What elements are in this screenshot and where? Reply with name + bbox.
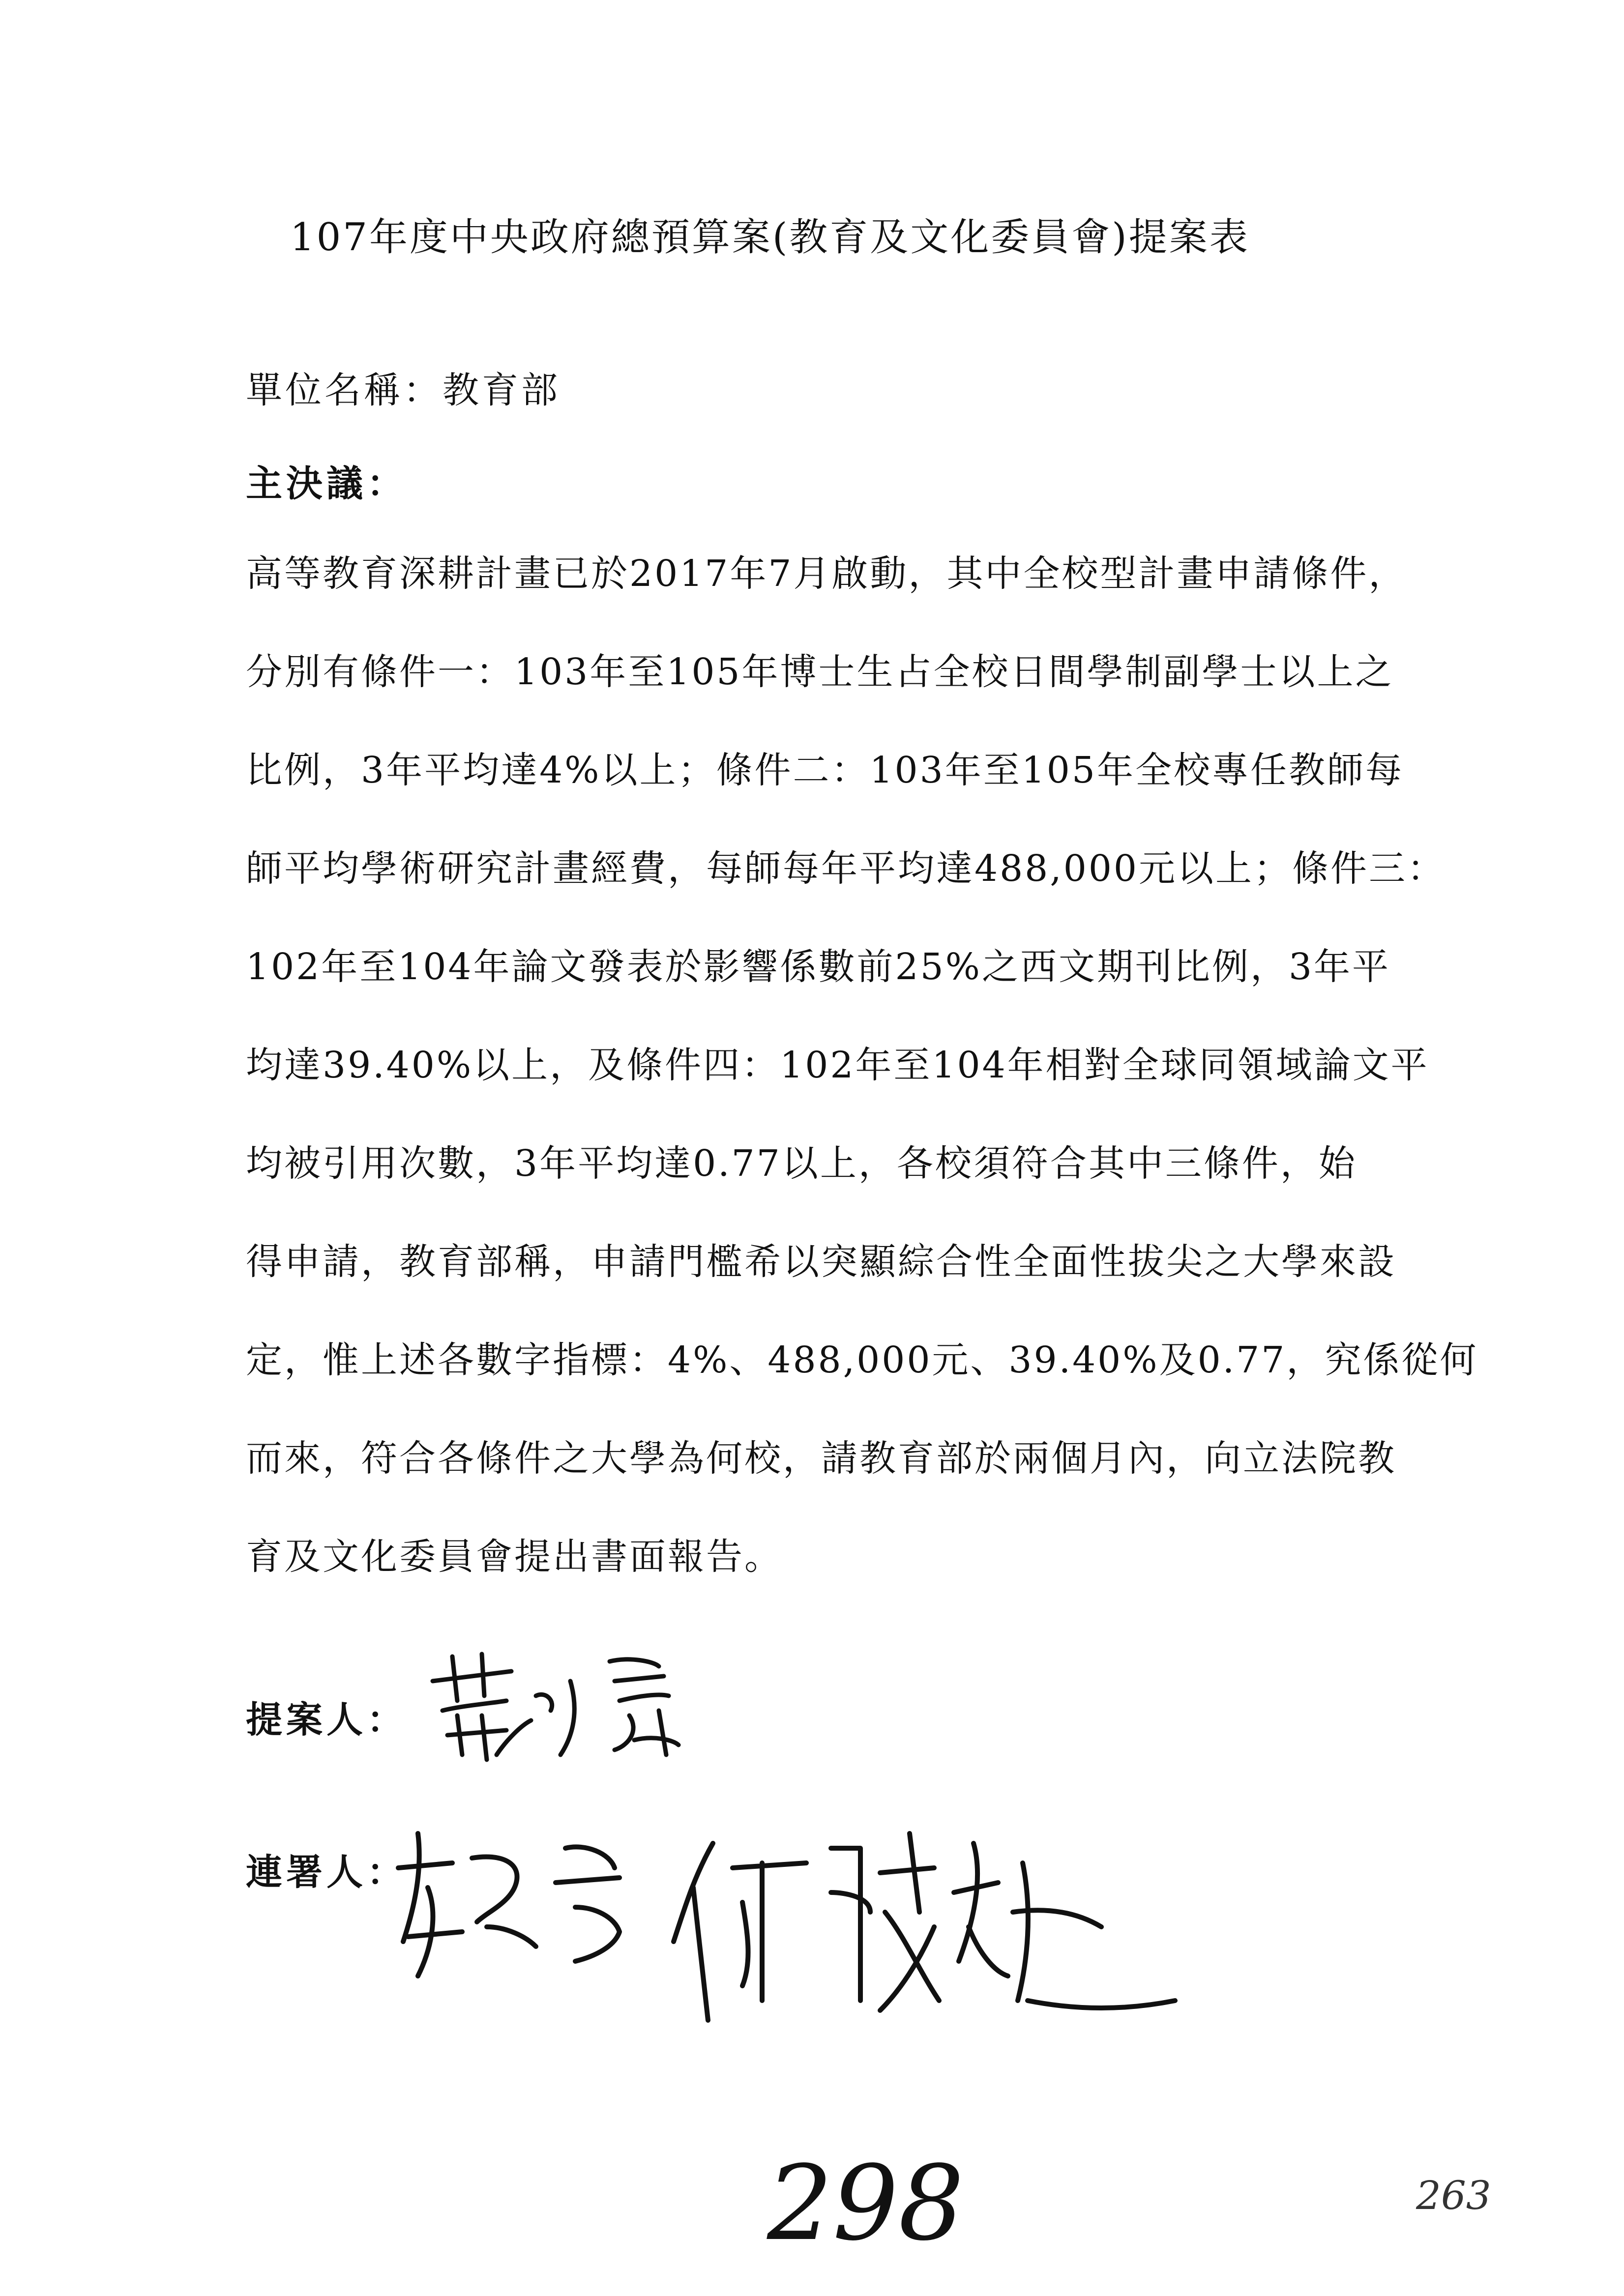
body-line: 高等教育深耕計畫已於2017年7月啟動，其中全校型計畫申請條件， [246,552,1407,595]
body-line: 得申請，教育部稱，申請門檻希以突顯綜合性全面性拔尖之大學來設 [246,1241,1396,1283]
document-title: 107年度中央政府總預算案(教育及文化委員會)提案表 [290,215,1250,260]
body-line: 均達39.40%以上，及條件四：102年至104年相對全球同領域論文平 [246,1044,1429,1086]
body-line: 而來，符合各條件之大學為何校，請教育部於兩個月內，向立法院教 [246,1437,1396,1480]
body-line: 分別有條件一：103年至105年博士生占全校日間學制副學士以上之 [246,651,1394,693]
cosigner-label: 連署人： [246,1851,407,1893]
handwritten-page-number: 298 [767,2143,964,2264]
body-line: 定，惟上述各數字指標：4%、488,000元、39.40%及0.77，究係從何 [246,1339,1478,1381]
main-resolution-heading: 主決議： [246,463,407,505]
unit-value: 教育部 [443,369,561,411]
body-line: 102年至104年論文發表於影響係數前25%之西文期刊比例，3年平 [246,946,1391,988]
body-line: 比例，3年平均達4%以上；條件二：103年至105年全校專任教師每 [246,749,1404,791]
cosigner-signatures [388,1814,1200,2050]
body-line: 均被引用次數，3年平均達0.77以上，各校須符合其中三條件，始 [246,1142,1357,1185]
body-line: 育及文化委員會提出書面報告。 [246,1536,783,1578]
unit-label: 單位名稱： [246,369,443,411]
proposer-label: 提案人： [246,1699,407,1741]
proposer-signature [423,1642,767,1770]
body-line: 師平均學術研究計畫經費，每師每年平均達488,000元以上；條件三： [246,847,1446,890]
corner-page-number: 263 [1416,2173,1491,2218]
unit-line [246,361,561,413]
